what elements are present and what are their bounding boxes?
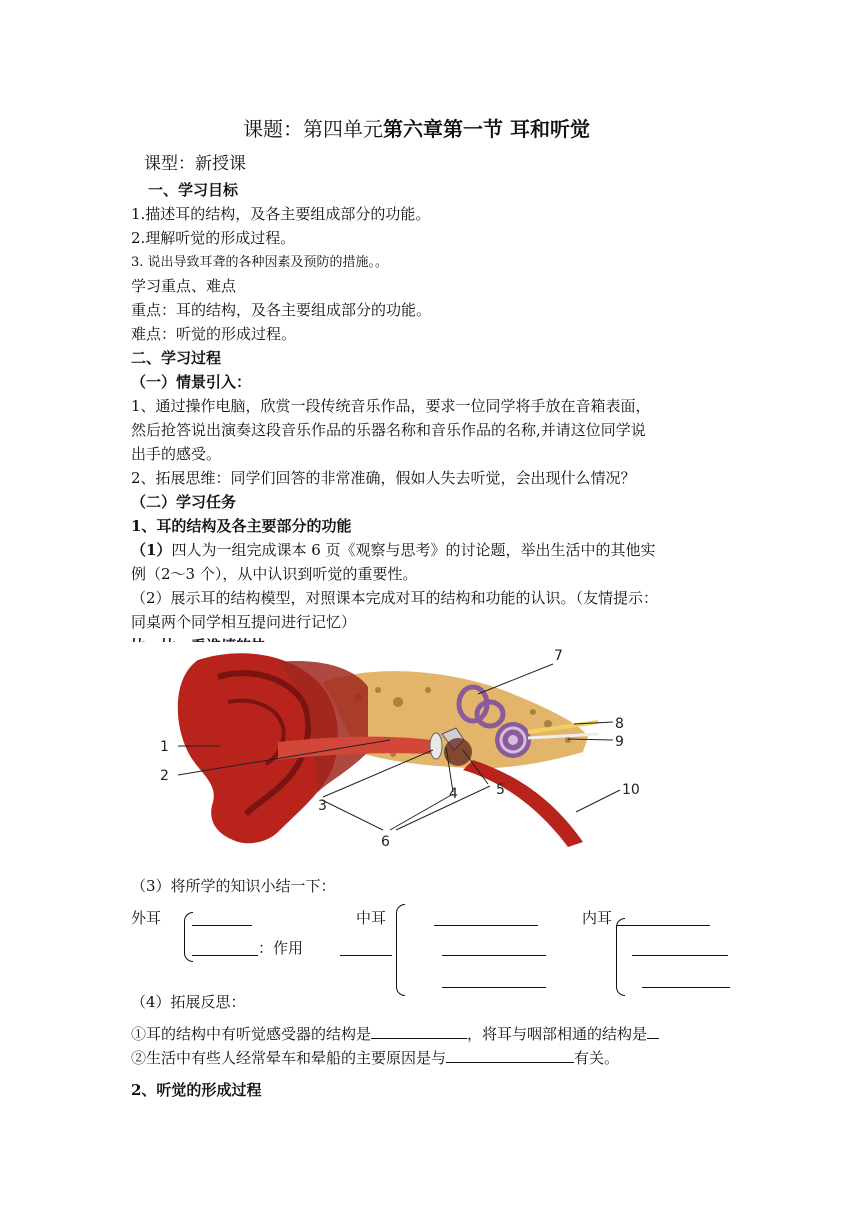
sub2-heading: 2、听觉的形成过程 bbox=[131, 1081, 262, 1099]
outer-ear-label: 外耳 bbox=[131, 909, 162, 927]
intro-question: 2、拓展思维：同学们回答的非常准确，假如人失去听觉，会出现什么情况？ bbox=[131, 469, 636, 487]
key-points-heading: 学习重点、难点 bbox=[131, 277, 237, 295]
tasks-heading: （二）学习任务 bbox=[131, 493, 237, 511]
ear-illustration bbox=[128, 642, 648, 852]
inner-ear-label: 内耳 bbox=[582, 909, 613, 927]
goals-heading: 一、学习目标 bbox=[148, 181, 239, 199]
outer-ear-blank-2[interactable] bbox=[192, 955, 258, 956]
q1-blank-1[interactable] bbox=[371, 1024, 467, 1039]
difficult-point: 难点：听觉的形成过程。 bbox=[131, 325, 297, 343]
inner-ear-blank-2[interactable] bbox=[632, 955, 728, 956]
key-point: 重点：耳的结构，及各主要组成部分的功能。 bbox=[131, 301, 432, 319]
goal-item: 3. 说出导致耳聋的各种因素及预防的措施。。 bbox=[131, 255, 389, 270]
figure-label-6: 6 bbox=[381, 834, 390, 850]
inner-ear-brace bbox=[616, 918, 625, 996]
middle-ear-blank-1[interactable] bbox=[434, 925, 538, 926]
outer-ear-blank-1[interactable] bbox=[192, 925, 252, 926]
function-blank[interactable] bbox=[340, 955, 392, 956]
figure-label-5: 5 bbox=[496, 782, 505, 798]
goal-item: 2.理解听觉的形成过程。 bbox=[131, 229, 296, 247]
page-title bbox=[243, 116, 590, 142]
task-item2-line2: 同桌两个同学相互提问进行记忆） bbox=[131, 613, 357, 631]
cochlea-shape bbox=[495, 722, 531, 758]
figure-label-7: 7 bbox=[554, 648, 563, 664]
task-item1-num: （1） bbox=[131, 541, 172, 559]
inner-ear-blank-1[interactable] bbox=[616, 925, 710, 926]
q2-blank[interactable] bbox=[446, 1048, 574, 1063]
reflect-question-2 bbox=[131, 1048, 619, 1068]
intro-line: 然后抢答说出演奏这段音乐作品的乐器名称和音乐作品的名称,并请这位同学说 bbox=[131, 421, 646, 439]
middle-ear-label: 中耳 bbox=[356, 909, 387, 927]
intro-line: 出手的感受。 bbox=[131, 445, 222, 463]
middle-ear-brace bbox=[396, 904, 405, 996]
function-label: ：作用 bbox=[258, 939, 304, 957]
middle-ear-blank-3[interactable] bbox=[442, 987, 546, 988]
task-sub1: 1、耳的结构及各主要部分的功能 bbox=[131, 517, 352, 535]
q1-text-b: ，将耳与咽部相通的结构是 bbox=[467, 1025, 648, 1043]
figure-label-10: 10 bbox=[622, 782, 640, 798]
middle-ear-blank-2[interactable] bbox=[442, 955, 546, 956]
inner-ear-blank-3[interactable] bbox=[642, 987, 730, 988]
figure-label-8: 8 bbox=[615, 716, 624, 732]
figure-label-9: 9 bbox=[615, 734, 624, 750]
summary-heading: （3）将所学的知识小结一下： bbox=[131, 877, 336, 895]
reflect-heading: （4）拓展反思： bbox=[131, 993, 246, 1011]
reflect-question-1 bbox=[131, 1024, 659, 1044]
title-prefix: 课题：第四单元 bbox=[243, 117, 383, 141]
task-item1-line2: 例（2～3 个），从中认识到听觉的重要性。 bbox=[131, 565, 418, 583]
q2-text-a: ②生活中有些人经常晕车和晕船的主要原因是与 bbox=[131, 1049, 447, 1067]
q2-text-b: 有关。 bbox=[574, 1049, 620, 1067]
title-bold: 第六章第一节 耳和听觉 bbox=[383, 117, 590, 141]
intro-heading: （一）情景引入： bbox=[131, 373, 252, 391]
task-item2-line1: （2）展示耳的结构模型，对照课本完成对耳的结构和功能的认识。（友情提示： bbox=[131, 589, 659, 607]
lesson-type: 课型：新授课 bbox=[144, 154, 246, 174]
figure-label-1: 1 bbox=[160, 739, 169, 755]
task-item1 bbox=[131, 540, 656, 560]
process-heading: 二、学习过程 bbox=[131, 349, 222, 367]
q1-blank-2[interactable] bbox=[647, 1024, 659, 1039]
goal-item: 1.描述耳的结构，及各主要组成部分的功能。 bbox=[131, 205, 431, 223]
figure-label-2: 2 bbox=[160, 768, 169, 784]
q1-text-a: ①耳的结构中有听觉感受器的结构是 bbox=[131, 1025, 372, 1043]
eardrum-shape bbox=[430, 733, 442, 759]
ear-structure-diagram bbox=[128, 642, 648, 852]
task-item1-text: 四人为一组完成课本 6 页《观察与思考》的讨论题，举出生活中的其他实 bbox=[171, 541, 656, 559]
figure-label-3: 3 bbox=[318, 798, 327, 814]
figure-label-4: 4 bbox=[449, 786, 458, 802]
intro-line: 1、通过操作电脑，欣赏一段传统音乐作品，要求一位同学将手放在音箱表面， bbox=[131, 397, 651, 415]
